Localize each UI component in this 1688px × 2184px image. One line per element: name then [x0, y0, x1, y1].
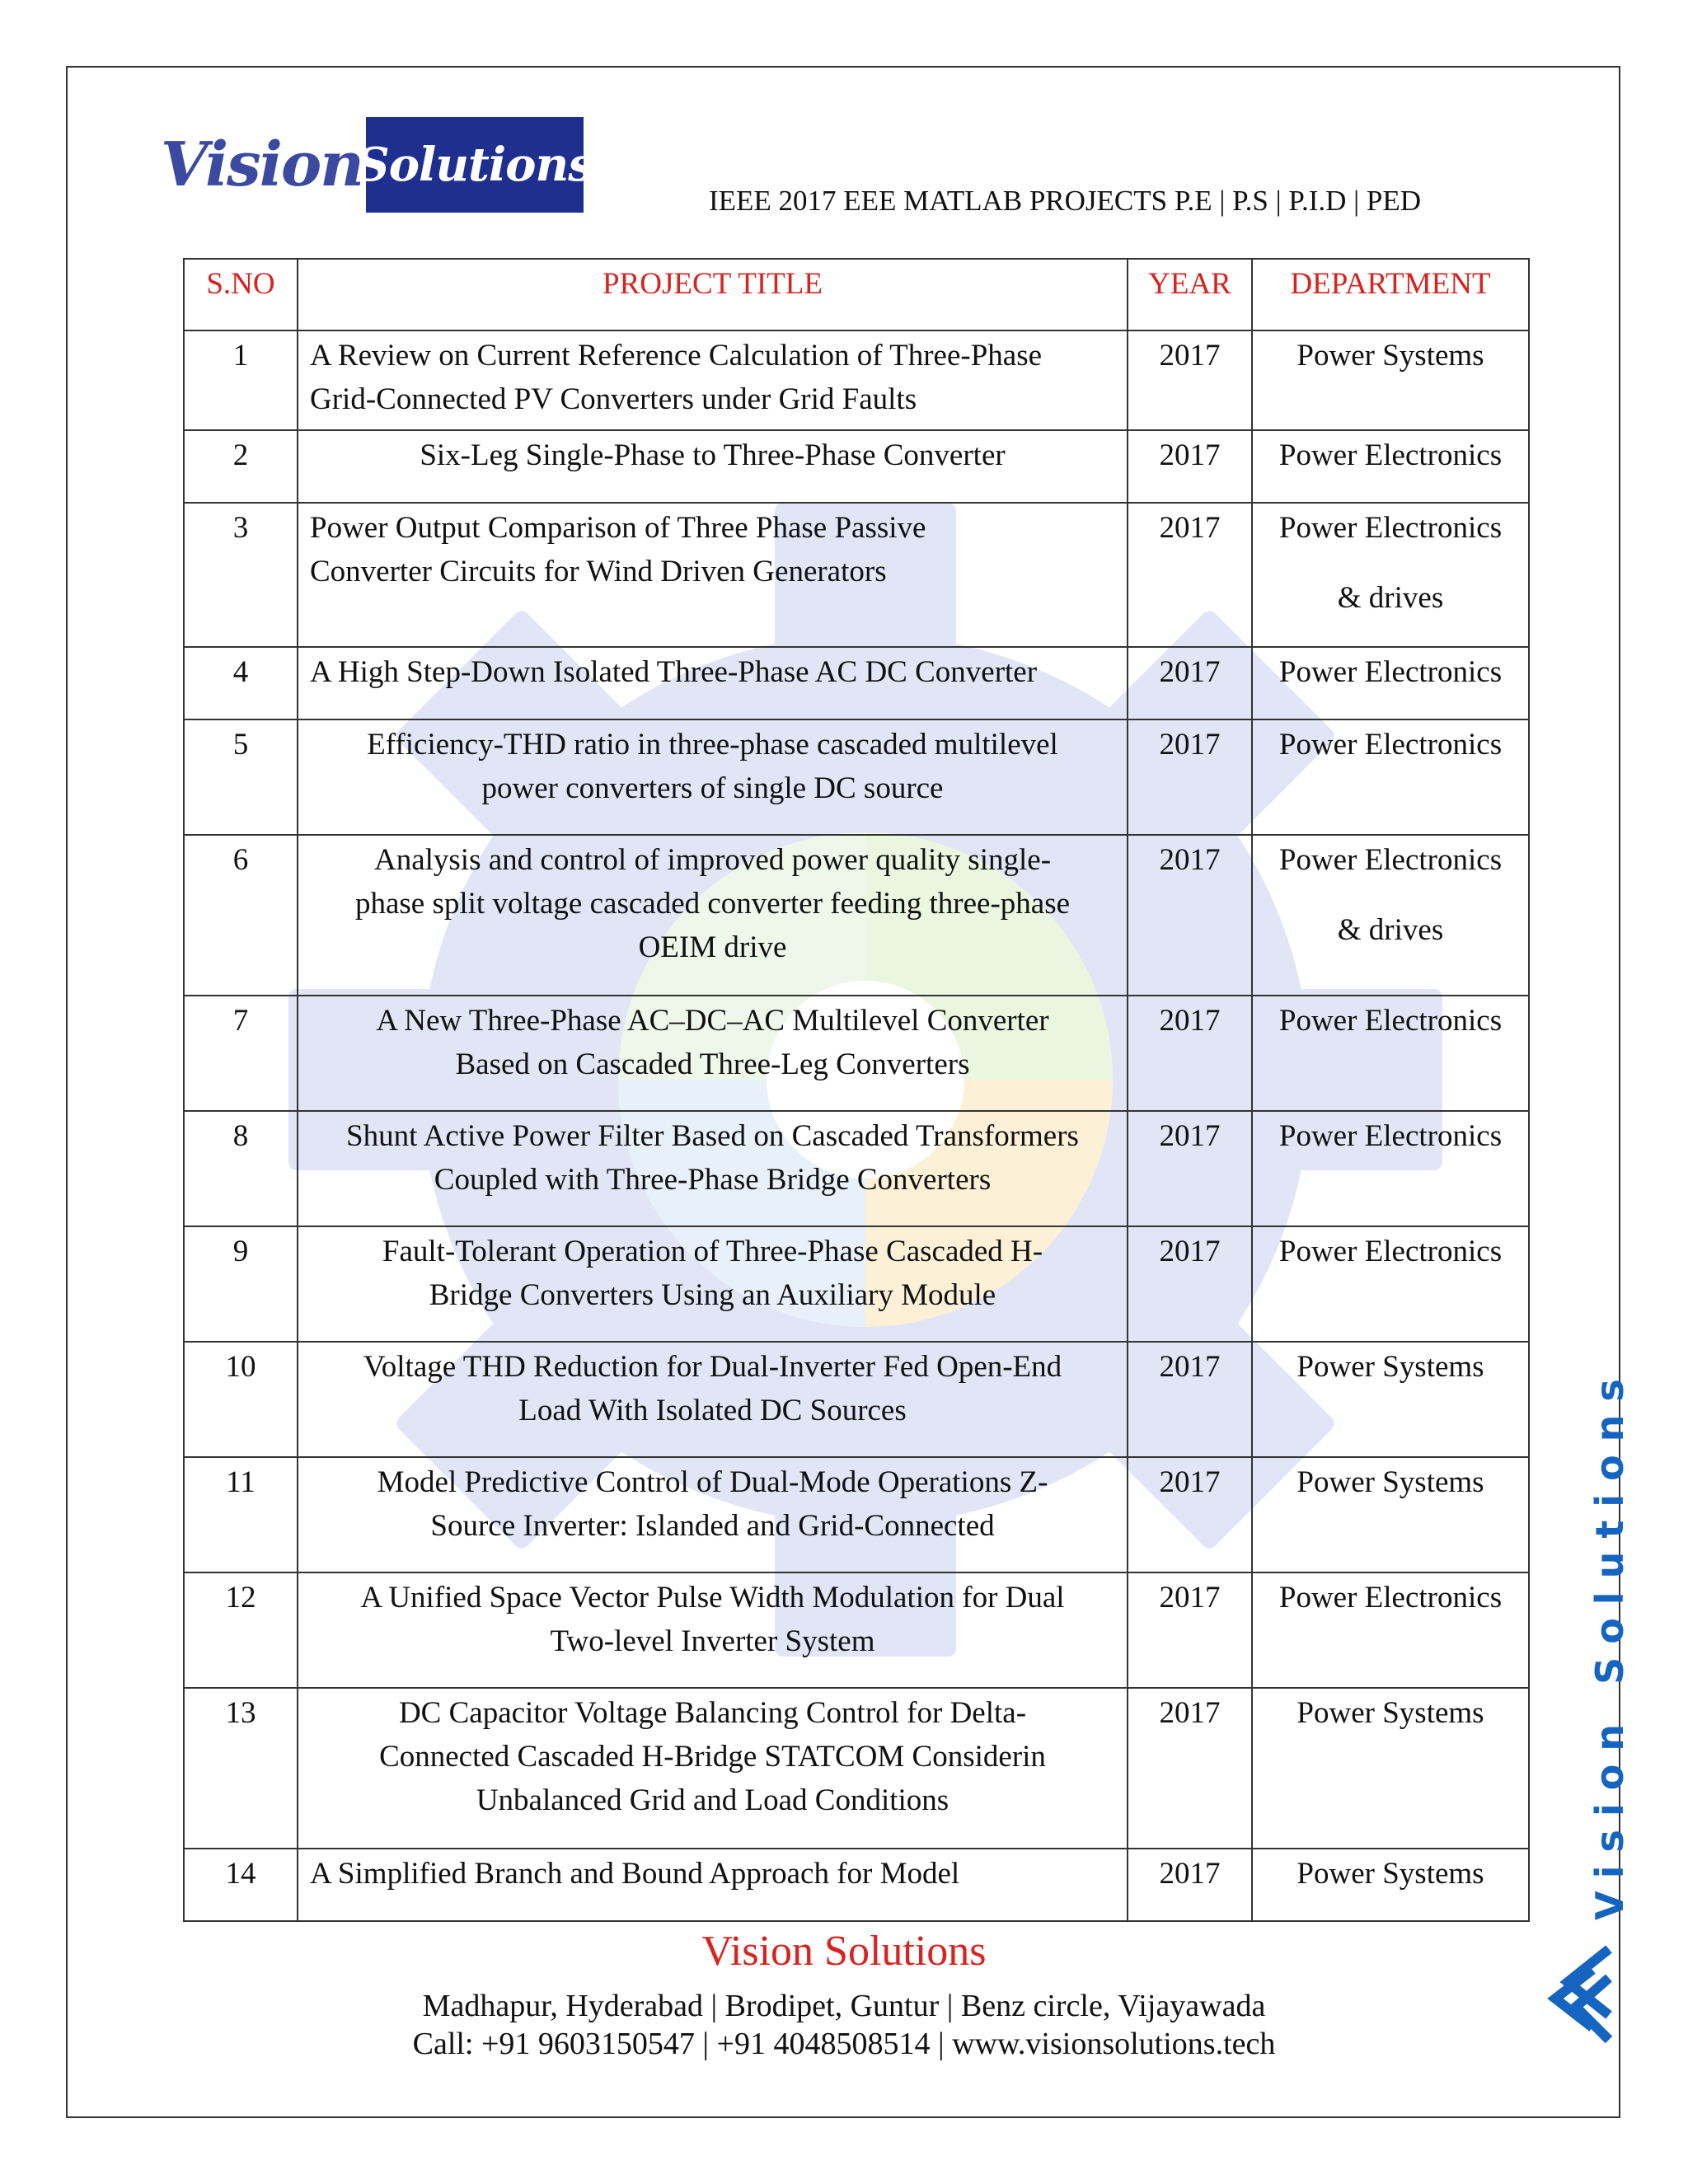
cell-department: [1252, 430, 1529, 503]
table-row: [184, 719, 1529, 835]
cell-project-title: [298, 996, 1128, 1111]
project-title-line: Grid-Connected PV Converters under Grid Faults: [310, 382, 917, 416]
side-brand: [1563, 1366, 1632, 1920]
cell-project-title: [298, 503, 1128, 647]
cell-year: 2017: [1128, 1342, 1252, 1457]
logo-right-text: Solutions: [366, 117, 584, 213]
table-row: [184, 1849, 1529, 1921]
cell-year: 2017: [1128, 1457, 1252, 1572]
cell-department: [1252, 1111, 1529, 1226]
cell-sno: 3: [184, 503, 298, 647]
project-title-line: Bridge Converters Using an Auxiliary Module: [429, 1278, 996, 1312]
header-project-title: PROJECT TITLE: [298, 259, 1128, 330]
project-title-line: Voltage THD Reduction for Dual-Inverter Fed Open-End: [363, 1350, 1062, 1384]
document-header: IEEE 2017 EEE MATLAB PROJECTS P.E | P.S | P.I.D | PED: [709, 185, 1422, 217]
department-line: Power Systems: [1296, 1857, 1484, 1891]
cell-sno: 9: [184, 1226, 298, 1342]
cell-year: 2017: [1128, 430, 1252, 503]
project-title-line: Two-level Inverter System: [550, 1624, 875, 1658]
project-title-line: A High Step-Down Isolated Three-Phase AC DC Converter: [310, 655, 1038, 689]
cell-project-title: [298, 1849, 1128, 1921]
department-line: Power Systems: [1296, 1696, 1484, 1730]
cell-year: 2017: [1128, 996, 1252, 1111]
projects-table: [183, 258, 1530, 1922]
cell-year: 2017: [1128, 647, 1252, 719]
cell-project-title: [298, 1111, 1128, 1226]
table-row: [184, 835, 1529, 996]
cell-department: [1252, 1457, 1529, 1572]
project-title-line: Based on Cascaded Three-Leg Converters: [455, 1047, 970, 1081]
cell-project-title: [298, 330, 1128, 430]
header-department: DEPARTMENT: [1252, 259, 1529, 330]
table-row: [184, 430, 1529, 503]
table-header-row: [184, 259, 1529, 330]
cell-department: [1252, 996, 1529, 1111]
project-title-line: A Review on Current Reference Calculation of Three-Phase: [310, 339, 1043, 373]
cell-sno: 2: [184, 430, 298, 503]
department-line: Power Electronics: [1278, 1581, 1503, 1615]
table-row: [184, 330, 1529, 430]
cell-sno: 13: [184, 1688, 298, 1849]
department-line: Power Electronics: [1278, 1235, 1503, 1268]
project-title-line: power converters of single DC source: [481, 771, 944, 805]
project-title-line: Source Inverter: Islanded and Grid-Connected: [430, 1509, 995, 1543]
cell-project-title: [298, 430, 1128, 503]
project-title-line: Shunt Active Power Filter Based on Cascaded Transformers: [346, 1119, 1079, 1153]
department-line: Power Electronics: [1278, 843, 1503, 877]
cell-project-title: [298, 1457, 1128, 1572]
project-title-line: Converter Circuits for Wind Driven Generators: [310, 555, 887, 588]
cell-department: [1252, 719, 1529, 835]
cell-department: [1252, 1849, 1529, 1921]
department-line: Power Systems: [1296, 339, 1484, 373]
cell-year: 2017: [1128, 1688, 1252, 1849]
cell-year: 2017: [1128, 1226, 1252, 1342]
cell-project-title: [298, 835, 1128, 996]
cell-department: [1252, 503, 1529, 647]
cell-project-title: [298, 1688, 1128, 1849]
vision-solutions-logo: [160, 117, 593, 213]
table-row: [184, 647, 1529, 719]
cell-year: 2017: [1128, 719, 1252, 835]
table-row: [184, 503, 1529, 647]
cell-project-title: [298, 1342, 1128, 1457]
project-title-line: Unbalanced Grid and Load Conditions: [476, 1783, 950, 1817]
side-brand-text: Vision Solutions: [1587, 1366, 1632, 1920]
department-line: Power Systems: [1296, 1350, 1484, 1384]
chevron-left-icon: [1543, 1945, 1617, 2044]
cell-sno: 6: [184, 835, 298, 996]
cell-department: [1252, 1226, 1529, 1342]
cell-project-title: [298, 719, 1128, 835]
footer-address: Madhapur, Hyderabad | Brodipet, Guntur | Benz circle, Vijayawada: [422, 1989, 1266, 2023]
cell-project-title: [298, 1572, 1128, 1688]
cell-year: 2017: [1128, 330, 1252, 430]
cell-year: 2017: [1128, 1572, 1252, 1688]
project-title-line: Six-Leg Single-Phase to Three-Phase Converter: [420, 438, 1006, 472]
department-line: Power Electronics: [1278, 728, 1503, 762]
table-row: [184, 1457, 1529, 1572]
cell-department: [1252, 1572, 1529, 1688]
footer-brand: Vision Solutions: [701, 1928, 987, 1975]
cell-sno: 8: [184, 1111, 298, 1226]
project-title-line: Coupled with Three-Phase Bridge Converters: [434, 1163, 992, 1197]
cell-department: [1252, 647, 1529, 719]
cell-department: [1252, 330, 1529, 430]
cell-project-title: [298, 1226, 1128, 1342]
project-title-line: Efficiency-THD ratio in three-phase cascaded multilevel: [367, 728, 1058, 762]
project-title-line: A New Three-Phase AC–DC–AC Multilevel Converter: [376, 1004, 1049, 1038]
project-title-line: Analysis and control of improved power quality single-: [373, 843, 1052, 877]
project-title-line: Load With Isolated DC Sources: [518, 1394, 907, 1427]
cell-sno: 1: [184, 330, 298, 430]
cell-year: 2017: [1128, 835, 1252, 996]
department-line: Power Electronics: [1278, 655, 1503, 689]
department-line: Power Electronics: [1278, 1119, 1503, 1153]
footer-contact: Call: +91 9603150547 | +91 4048508514 | www.visionsolutions.tech: [412, 2027, 1276, 2061]
table-row: [184, 1111, 1529, 1226]
cell-sno: 4: [184, 647, 298, 719]
department-line: & drives: [1337, 913, 1444, 947]
cell-department: [1252, 1688, 1529, 1849]
project-title-line: phase split voltage cascaded converter feeding three-phase: [354, 887, 1071, 921]
cell-sno: 5: [184, 719, 298, 835]
project-title-line: A Unified Space Vector Pulse Width Modulation for Dual: [360, 1581, 1065, 1615]
project-title-line: Model Predictive Control of Dual-Mode Operations Z-: [377, 1465, 1048, 1499]
project-title-line: Power Output Comparison of Three Phase Passive: [310, 511, 926, 545]
cell-sno: 14: [184, 1849, 298, 1921]
cell-year: 2017: [1128, 1111, 1252, 1226]
project-title-line: A Simplified Branch and Bound Approach for Model: [310, 1857, 960, 1891]
department-line: Power Electronics: [1278, 438, 1503, 472]
cell-project-title: [298, 647, 1128, 719]
department-line: Power Electronics: [1278, 511, 1503, 545]
department-line: & drives: [1337, 581, 1444, 615]
cell-year: 2017: [1128, 503, 1252, 647]
table-row: [184, 996, 1529, 1111]
project-title-line: DC Capacitor Voltage Balancing Control for Delta-: [398, 1696, 1027, 1730]
cell-department: [1252, 1342, 1529, 1457]
project-title-line: Connected Cascaded H-Bridge STATCOM Considerin: [379, 1740, 1046, 1774]
cell-sno: 11: [184, 1457, 298, 1572]
cell-sno: 7: [184, 996, 298, 1111]
header-sno: S.NO: [184, 259, 298, 330]
table-row: [184, 1342, 1529, 1457]
table-row: [184, 1226, 1529, 1342]
cell-sno: 10: [184, 1342, 298, 1457]
cell-year: 2017: [1128, 1849, 1252, 1921]
logo-left-text: Vision: [160, 129, 363, 200]
department-line: Power Electronics: [1278, 1004, 1503, 1038]
cell-department: [1252, 835, 1529, 996]
project-title-line: Fault-Tolerant Operation of Three-Phase Cascaded H-: [382, 1235, 1043, 1268]
cell-sno: 12: [184, 1572, 298, 1688]
table-row: [184, 1688, 1529, 1849]
header-year: YEAR: [1128, 259, 1252, 330]
project-title-line: OEIM drive: [638, 930, 787, 964]
table-row: [184, 1572, 1529, 1688]
department-line: Power Systems: [1296, 1465, 1484, 1499]
